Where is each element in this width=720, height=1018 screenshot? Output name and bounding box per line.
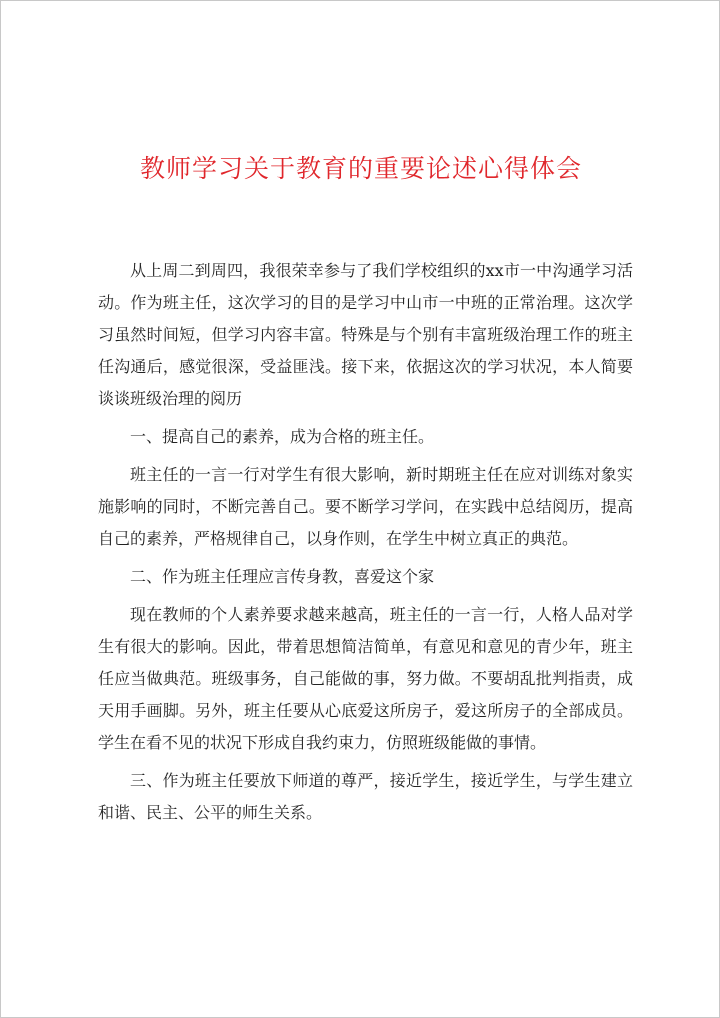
paragraph-intro: 从上周二到周四，我很荣幸参与了我们学校组织的xx市一中沟通学习活动。作为班主任，这次学习的目的是学习中山市一中班的正常治理。这次学习虽然时间短，但学习内容丰富。特殊是与个别有丰富班级治理工作的班主任沟通后，感觉很深，受益匪浅。接下来，依据这次的学习状况，本人简要谈谈班级治理的阅历 [98, 261, 633, 408]
document-body [98, 255, 633, 835]
paragraph-section-2: 现在教师的个人素养要求越来越高，班主任的一言一行，人格人品对学生有很大的影响。因此，带着思想简洁简单，有意见和意见的青少年，班主任应当做典范。班级事务，自己能做的事，努力做。不要胡乱批判指责，成天用手画脚。另外，班主任要从心底爱这所房子，爱这所房子的全部成员。学生在看不见的状况下形成自我约束力，仿照班级能做的事情。 [98, 605, 633, 752]
document-title: 教师学习关于教育的重要论述心得体会 [139, 154, 582, 183]
heading-section-3: 三、作为班主任要放下师道的尊严，接近学生，接近学生，与学生建立和谐、民主、公平的师生关系。 [98, 771, 633, 822]
heading-section-2: 二、作为班主任理应言传身教，喜爱这个家 [130, 567, 435, 586]
paragraph-section-1: 班主任的一言一行对学生有很大影响，新时期班主任在应对训练对象实施影响的同时，不断完善自己。要不断学习学问，在实践中总结阅历，提高自己的素养，严格规律自己，以身作则，在学生中树立真正的典范。 [98, 465, 633, 548]
heading-section-1: 一、提高自己的素养，成为合格的班主任。 [130, 427, 435, 446]
